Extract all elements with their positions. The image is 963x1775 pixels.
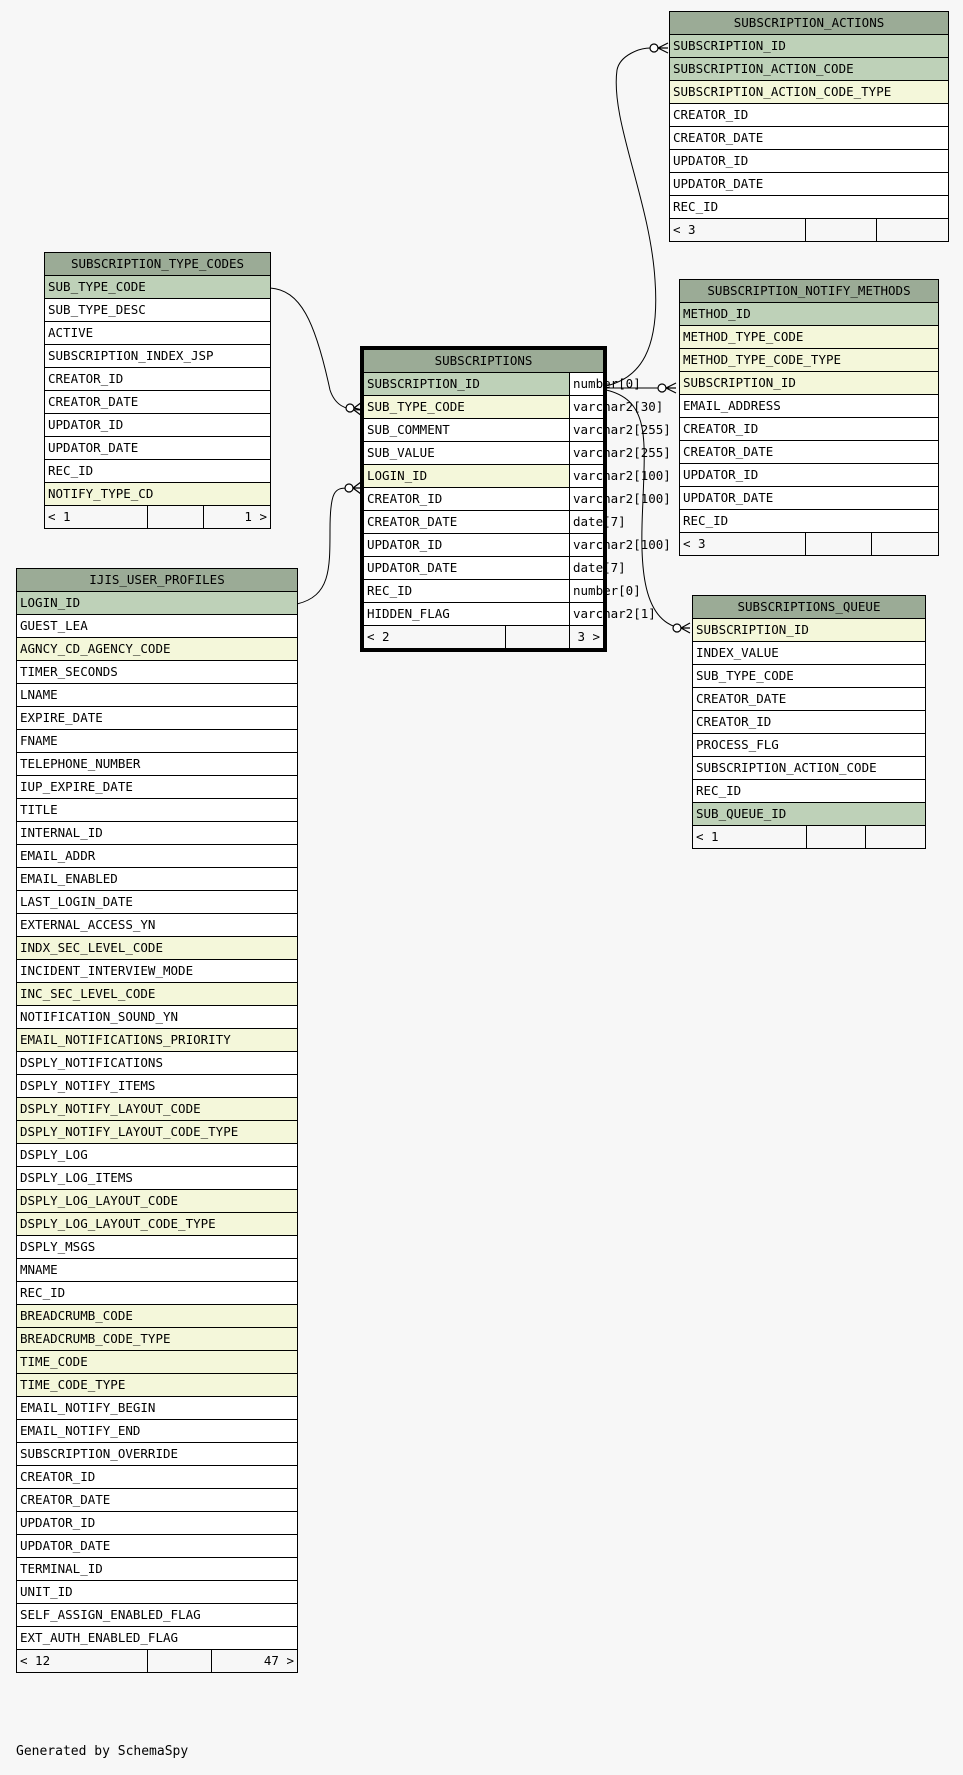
column-row[interactable] [680, 349, 939, 372]
column-name: GUEST_LEA [17, 615, 298, 638]
column-name: SUB_COMMENT [364, 419, 570, 442]
column-type: varchar2[255] [570, 419, 604, 442]
zero-marker-icon [346, 404, 354, 412]
generated-by-text: Generated by SchemaSpy [16, 1744, 189, 1759]
column-name: DSPLY_LOG_LAYOUT_CODE_TYPE [17, 1213, 298, 1236]
column-name: SUBSCRIPTION_INDEX_JSP [45, 345, 271, 368]
column-name: INC_SEC_LEVEL_CODE [17, 983, 298, 1006]
column-row[interactable] [17, 1443, 298, 1466]
footer-spacer [148, 1650, 212, 1673]
column-row[interactable] [17, 1489, 298, 1512]
column-name: EXPIRE_DATE [17, 707, 298, 730]
column-name: TELEPHONE_NUMBER [17, 753, 298, 776]
column-name: LNAME [17, 684, 298, 707]
table-footer-row [45, 506, 271, 529]
column-row[interactable] [680, 326, 939, 349]
column-type: varchar2[30] [570, 396, 604, 419]
column-name: SUBSCRIPTION_ACTION_CODE [670, 58, 949, 81]
column-name: SUB_QUEUE_ID [693, 803, 926, 826]
table-footer-row [693, 826, 926, 849]
column-row[interactable] [364, 465, 604, 488]
column-name: SUBSCRIPTION_ID [693, 619, 926, 642]
column-name: CREATOR_ID [693, 711, 926, 734]
parent-count[interactable]: < 2 [364, 626, 506, 649]
column-name: SUBSCRIPTION_ACTION_CODE_TYPE [670, 81, 949, 104]
column-row[interactable] [670, 173, 949, 196]
column-row[interactable] [17, 1328, 298, 1351]
column-row[interactable] [364, 603, 604, 626]
column-row[interactable] [364, 580, 604, 603]
table-header-row [364, 350, 604, 373]
column-row[interactable] [364, 396, 604, 419]
column-row[interactable] [693, 665, 926, 688]
column-type: varchar2[1] [570, 603, 604, 626]
table-footer-row [680, 533, 939, 556]
column-name: EMAIL_NOTIFICATIONS_PRIORITY [17, 1029, 298, 1052]
column-name: EMAIL_ADDR [17, 845, 298, 868]
parent-count[interactable]: < 12 [17, 1650, 148, 1673]
column-row[interactable] [17, 684, 298, 707]
column-name: UPDATOR_ID [670, 150, 949, 173]
column-row[interactable] [17, 1121, 298, 1144]
column-name: CREATOR_ID [680, 418, 939, 441]
column-row[interactable] [17, 1604, 298, 1627]
column-row[interactable] [45, 299, 271, 322]
column-row[interactable] [17, 730, 298, 753]
column-row[interactable] [680, 303, 939, 326]
parent-count[interactable]: < 1 [693, 826, 807, 849]
column-row[interactable] [364, 419, 604, 442]
column-row[interactable] [17, 891, 298, 914]
column-row[interactable] [17, 1213, 298, 1236]
column-name: PROCESS_FLG [693, 734, 926, 757]
column-row[interactable] [693, 734, 926, 757]
column-name: EMAIL_ENABLED [17, 868, 298, 891]
column-name: TIME_CODE [17, 1351, 298, 1374]
column-row[interactable] [364, 373, 604, 396]
column-row[interactable] [17, 615, 298, 638]
column-type: varchar2[100] [570, 534, 604, 557]
column-name: METHOD_TYPE_CODE [680, 326, 939, 349]
column-name: DSPLY_NOTIFY_LAYOUT_CODE_TYPE [17, 1121, 298, 1144]
table-title[interactable]: SUBSCRIPTIONS [364, 350, 604, 373]
column-name: EMAIL_NOTIFY_BEGIN [17, 1397, 298, 1420]
column-name: SUB_VALUE [364, 442, 570, 465]
column-name: SUB_TYPE_CODE [693, 665, 926, 688]
column-row[interactable] [17, 1466, 298, 1489]
table-header-row [693, 596, 926, 619]
column-row[interactable] [45, 276, 271, 299]
column-name: DSPLY_NOTIFY_LAYOUT_CODE [17, 1098, 298, 1121]
column-row[interactable] [17, 1259, 298, 1282]
column-type: date[7] [570, 511, 604, 534]
child-count[interactable] [877, 219, 949, 242]
column-name: EXT_AUTH_ENABLED_FLAG [17, 1627, 298, 1650]
column-name: UPDATOR_ID [17, 1512, 298, 1535]
column-row[interactable] [45, 414, 271, 437]
column-row[interactable] [17, 776, 298, 799]
link-subscriptions-actions [606, 48, 656, 386]
column-row[interactable] [670, 104, 949, 127]
column-name: INTERNAL_ID [17, 822, 298, 845]
column-row[interactable] [17, 1581, 298, 1604]
column-row[interactable] [680, 441, 939, 464]
column-name: EMAIL_NOTIFY_END [17, 1420, 298, 1443]
column-name: SUB_TYPE_CODE [364, 396, 570, 419]
column-row[interactable] [17, 1305, 298, 1328]
column-name: TIMER_SECONDS [17, 661, 298, 684]
column-row[interactable] [17, 1282, 298, 1305]
column-row[interactable] [17, 592, 298, 615]
column-row[interactable] [680, 487, 939, 510]
crowfoot-icon [353, 482, 361, 494]
footer-spacer [806, 533, 872, 556]
column-name: REC_ID [45, 460, 271, 483]
column-row[interactable] [17, 868, 298, 891]
column-row[interactable] [670, 81, 949, 104]
column-name: UNIT_ID [17, 1581, 298, 1604]
column-name: REC_ID [670, 196, 949, 219]
column-name: SUBSCRIPTION_OVERRIDE [17, 1443, 298, 1466]
table-subscriptions[interactable] [363, 349, 671, 649]
column-row[interactable] [17, 1627, 298, 1650]
column-row[interactable] [364, 488, 604, 511]
column-name: IUP_EXPIRE_DATE [17, 776, 298, 799]
zero-marker-icon [658, 384, 666, 392]
column-name: REC_ID [693, 780, 926, 803]
column-type: number[0] [570, 373, 604, 396]
column-name: TERMINAL_ID [17, 1558, 298, 1581]
column-name: UPDATOR_DATE [670, 173, 949, 196]
column-name: CREATOR_DATE [680, 441, 939, 464]
column-name: AGNCY_CD_AGENCY_CODE [17, 638, 298, 661]
child-count[interactable]: 1 > [204, 506, 271, 529]
column-row[interactable] [693, 619, 926, 642]
table-header-row [670, 12, 949, 35]
column-name: SUBSCRIPTION_ACTION_CODE [693, 757, 926, 780]
column-type: date[7] [570, 557, 604, 580]
table-subscriptions-queue[interactable] [692, 595, 926, 849]
column-row[interactable] [45, 483, 271, 506]
column-name: CREATOR_ID [17, 1466, 298, 1489]
zero-marker-icon [673, 624, 681, 632]
column-name: SELF_ASSIGN_ENABLED_FLAG [17, 1604, 298, 1627]
footer-spacer [506, 626, 570, 649]
column-name: UPDATOR_ID [680, 464, 939, 487]
column-row[interactable] [17, 638, 298, 661]
column-row[interactable] [693, 642, 926, 665]
column-type: varchar2[100] [570, 488, 604, 511]
column-name: SUBSCRIPTION_ID [364, 373, 570, 396]
column-name: DSPLY_MSGS [17, 1236, 298, 1259]
column-name: REC_ID [364, 580, 570, 603]
footer-spacer [148, 506, 204, 529]
column-row[interactable] [17, 1167, 298, 1190]
column-row[interactable] [693, 780, 926, 803]
column-name: UPDATOR_DATE [17, 1535, 298, 1558]
column-row[interactable] [670, 58, 949, 81]
column-name: SUBSCRIPTION_ID [670, 35, 949, 58]
column-name: CREATOR_DATE [670, 127, 949, 150]
table-header-row [45, 253, 271, 276]
column-name: INDX_SEC_LEVEL_CODE [17, 937, 298, 960]
column-row[interactable] [670, 150, 949, 173]
column-name: NOTIFICATION_SOUND_YN [17, 1006, 298, 1029]
child-count[interactable]: 3 > [570, 626, 604, 649]
column-row[interactable] [17, 1075, 298, 1098]
column-name: DSPLY_NOTIFICATIONS [17, 1052, 298, 1075]
column-row[interactable] [17, 914, 298, 937]
column-row[interactable] [45, 322, 271, 345]
column-name: METHOD_TYPE_CODE_TYPE [680, 349, 939, 372]
column-name: MNAME [17, 1259, 298, 1282]
column-name: TIME_CODE_TYPE [17, 1374, 298, 1397]
column-name: SUB_TYPE_DESC [45, 299, 271, 322]
column-name: HIDDEN_FLAG [364, 603, 570, 626]
column-name: UPDATOR_DATE [364, 557, 570, 580]
column-row[interactable] [670, 127, 949, 150]
column-row[interactable] [680, 464, 939, 487]
column-row[interactable] [364, 534, 604, 557]
column-row[interactable] [693, 757, 926, 780]
child-count[interactable] [866, 826, 926, 849]
column-row[interactable] [17, 1535, 298, 1558]
table-title[interactable]: SUBSCRIPTIONS_QUEUE [693, 596, 926, 619]
column-row[interactable] [45, 368, 271, 391]
column-row[interactable] [364, 511, 604, 534]
column-name: FNAME [17, 730, 298, 753]
crowfoot-icon [666, 383, 676, 393]
column-name: CREATOR_DATE [693, 688, 926, 711]
column-row[interactable] [17, 1098, 298, 1121]
parent-count[interactable]: < 3 [680, 533, 806, 556]
table-footer-row [17, 1650, 298, 1673]
parent-count[interactable]: < 1 [45, 506, 148, 529]
column-type: varchar2[255] [570, 442, 604, 465]
table-footer-row [364, 626, 604, 649]
column-row[interactable] [17, 707, 298, 730]
column-name: UPDATOR_DATE [680, 487, 939, 510]
column-name: ACTIVE [45, 322, 271, 345]
zero-marker-icon [345, 484, 353, 492]
column-type: number[0] [570, 580, 604, 603]
column-name: UPDATOR_ID [45, 414, 271, 437]
zero-marker-icon [650, 44, 658, 52]
table-title[interactable]: SUBSCRIPTION_NOTIFY_METHODS [680, 280, 939, 303]
column-row[interactable] [17, 661, 298, 684]
column-row[interactable] [17, 753, 298, 776]
column-row[interactable] [680, 395, 939, 418]
column-name: BREADCRUMB_CODE [17, 1305, 298, 1328]
column-name: NOTIFY_TYPE_CD [45, 483, 271, 506]
column-name: SUB_TYPE_CODE [45, 276, 271, 299]
column-name: LOGIN_ID [17, 592, 298, 615]
column-name: CREATOR_ID [45, 368, 271, 391]
column-row[interactable] [17, 1236, 298, 1259]
column-row[interactable] [45, 391, 271, 414]
column-name: SUBSCRIPTION_ID [680, 372, 939, 395]
column-type: varchar2[100] [570, 465, 604, 488]
link-type-codes-subscriptions [270, 288, 360, 410]
table-header-row [680, 280, 939, 303]
column-row[interactable] [680, 510, 939, 533]
column-name: CREATOR_DATE [45, 391, 271, 414]
table-header-row [17, 569, 298, 592]
column-name: DSPLY_LOG_ITEMS [17, 1167, 298, 1190]
link-user-profiles-subscriptions [297, 488, 360, 604]
parent-count[interactable]: < 3 [670, 219, 806, 242]
table-title[interactable]: SUBSCRIPTION_TYPE_CODES [45, 253, 271, 276]
column-name: CREATOR_ID [670, 104, 949, 127]
column-name: REC_ID [680, 510, 939, 533]
child-count[interactable]: 47 > [212, 1650, 298, 1673]
table-subscription-type-codes[interactable] [44, 252, 271, 529]
table-subscription-actions[interactable] [669, 11, 949, 242]
column-row[interactable] [17, 799, 298, 822]
table-subscription-notify-methods[interactable] [679, 279, 939, 556]
table-title[interactable]: IJIS_USER_PROFILES [17, 569, 298, 592]
column-name: CREATOR_DATE [364, 511, 570, 534]
column-row[interactable] [17, 845, 298, 868]
column-row[interactable] [17, 1420, 298, 1443]
footer-spacer [807, 826, 866, 849]
column-row[interactable] [17, 1006, 298, 1029]
column-row[interactable] [45, 460, 271, 483]
column-name: DSPLY_LOG [17, 1144, 298, 1167]
column-name: BREADCRUMB_CODE_TYPE [17, 1328, 298, 1351]
crowfoot-icon [658, 43, 668, 53]
column-name: EXTERNAL_ACCESS_YN [17, 914, 298, 937]
column-row[interactable] [670, 196, 949, 219]
column-name: CREATOR_DATE [17, 1489, 298, 1512]
column-row[interactable] [17, 1029, 298, 1052]
column-name: EMAIL_ADDRESS [680, 395, 939, 418]
column-row[interactable] [670, 35, 949, 58]
table-title[interactable]: SUBSCRIPTION_ACTIONS [670, 12, 949, 35]
column-row[interactable] [364, 442, 604, 465]
column-row[interactable] [680, 372, 939, 395]
column-name: LAST_LOGIN_DATE [17, 891, 298, 914]
column-row[interactable] [693, 688, 926, 711]
column-row[interactable] [45, 345, 271, 368]
child-count[interactable] [872, 533, 939, 556]
column-row[interactable] [17, 937, 298, 960]
column-name: UPDATOR_ID [364, 534, 570, 557]
footer-spacer [806, 219, 877, 242]
column-row[interactable] [17, 1190, 298, 1213]
column-name: DSPLY_NOTIFY_ITEMS [17, 1075, 298, 1098]
column-row[interactable] [17, 1374, 298, 1397]
column-row[interactable] [17, 1351, 298, 1374]
column-row[interactable] [17, 960, 298, 983]
column-row[interactable] [17, 1558, 298, 1581]
column-name: CREATOR_ID [364, 488, 570, 511]
column-row[interactable] [17, 983, 298, 1006]
column-row[interactable] [693, 711, 926, 734]
column-name: TITLE [17, 799, 298, 822]
column-row[interactable] [680, 418, 939, 441]
table-ijis-user-profiles[interactable] [16, 568, 298, 1673]
crowfoot-icon [681, 623, 690, 633]
column-name: LOGIN_ID [364, 465, 570, 488]
column-name: UPDATOR_DATE [45, 437, 271, 460]
column-name: DSPLY_LOG_LAYOUT_CODE [17, 1190, 298, 1213]
column-row[interactable] [17, 1144, 298, 1167]
column-name: INDEX_VALUE [693, 642, 926, 665]
column-row[interactable] [17, 1397, 298, 1420]
column-name: REC_ID [17, 1282, 298, 1305]
column-name: METHOD_ID [680, 303, 939, 326]
column-row[interactable] [693, 803, 926, 826]
column-row[interactable] [17, 822, 298, 845]
crowfoot-icon [354, 402, 362, 416]
column-row[interactable] [45, 437, 271, 460]
column-name: INCIDENT_INTERVIEW_MODE [17, 960, 298, 983]
column-row[interactable] [364, 557, 604, 580]
column-row[interactable] [17, 1512, 298, 1535]
column-row[interactable] [17, 1052, 298, 1075]
table-footer-row [670, 219, 949, 242]
